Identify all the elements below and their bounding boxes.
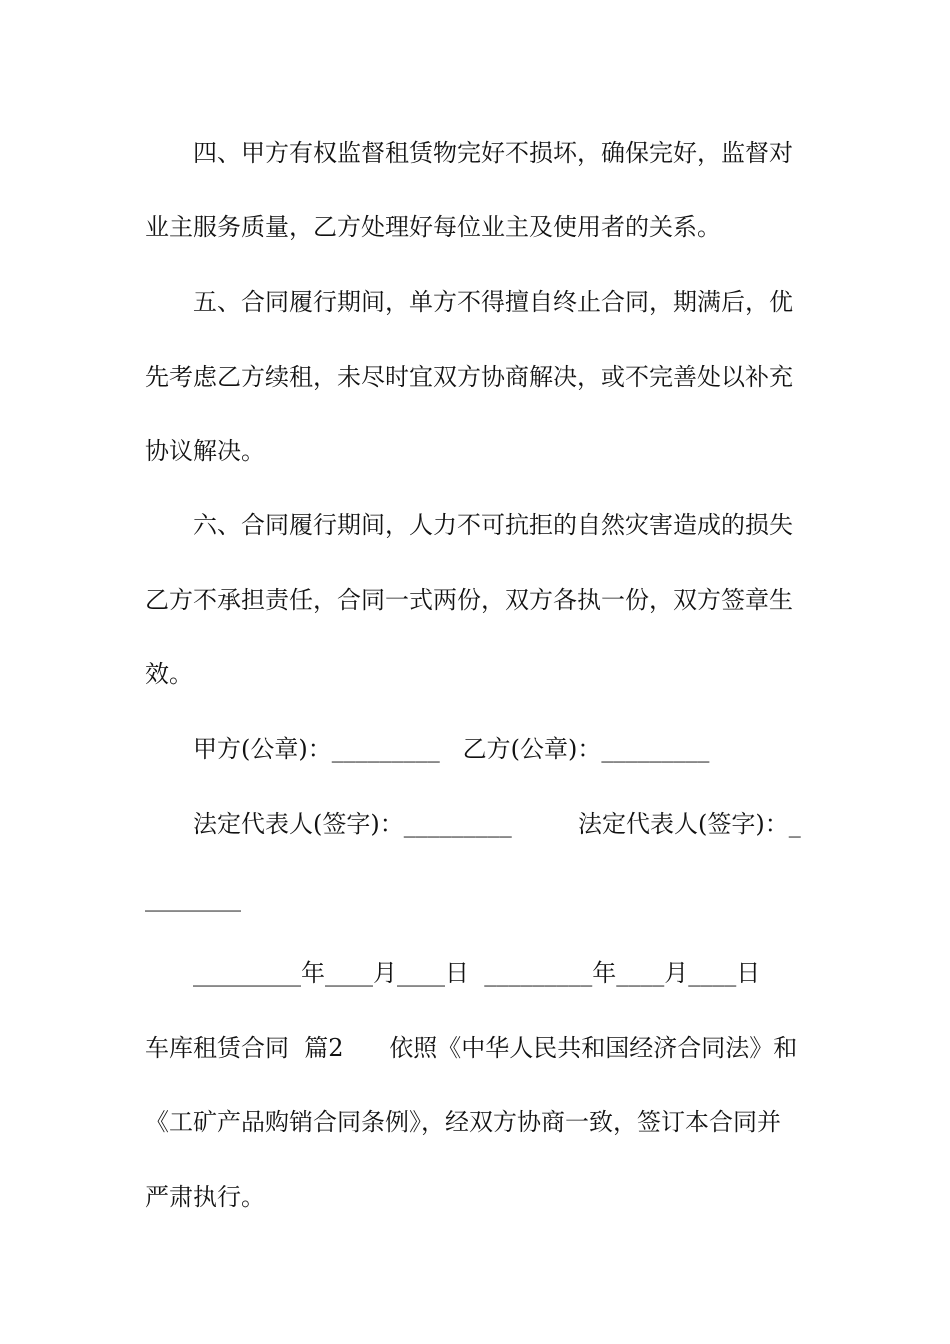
clause-5-line-3: 协议解决。 [145, 437, 265, 465]
section-closing-line: 严肃执行。 [145, 1183, 265, 1211]
clause-5-line-1: 五、合同履行期间，单方不得擅自终止合同，期满后，优 [193, 288, 793, 316]
clause-5-line-2: 先考虑乙方续租，未尽时宜双方协商解决，或不完善处以补充 [145, 363, 793, 391]
section-clause-line: 《工矿产品购销合同条例》，经双方协商一致，签订本合同并 [145, 1108, 781, 1136]
clause-6-line-2: 乙方不承担责任，合同一式两份，双方各执一份，双方签章生 [145, 586, 793, 614]
legal-rep-right: 法定代表人(签字)：_ [578, 810, 801, 838]
legal-rep-left: 法定代表人(签字)：_________ [193, 810, 512, 838]
clause-4-line-1: 四、甲方有权监督租赁物完好不损坏，确保完好，监督对 [193, 139, 793, 167]
clause-6-line-1: 六、合同履行期间，人力不可抗拒的自然灾害造成的损失 [193, 511, 793, 539]
legal-rep-right-continuation: ________ [145, 884, 241, 912]
party-seal-line: 甲方(公章)：_________ 乙方(公章)：_________ [193, 735, 710, 763]
signing-date-line: _________年____月____日 _________年____月____日 [193, 959, 761, 987]
section-heading-line: 车库租赁合同 篇2 依照《中华人民共和国经济合同法》和 [145, 1034, 798, 1062]
clause-6-line-3: 效。 [145, 660, 193, 688]
clause-4-line-2: 业主服务质量，乙方处理好每位业主及使用者的关系。 [145, 213, 721, 241]
